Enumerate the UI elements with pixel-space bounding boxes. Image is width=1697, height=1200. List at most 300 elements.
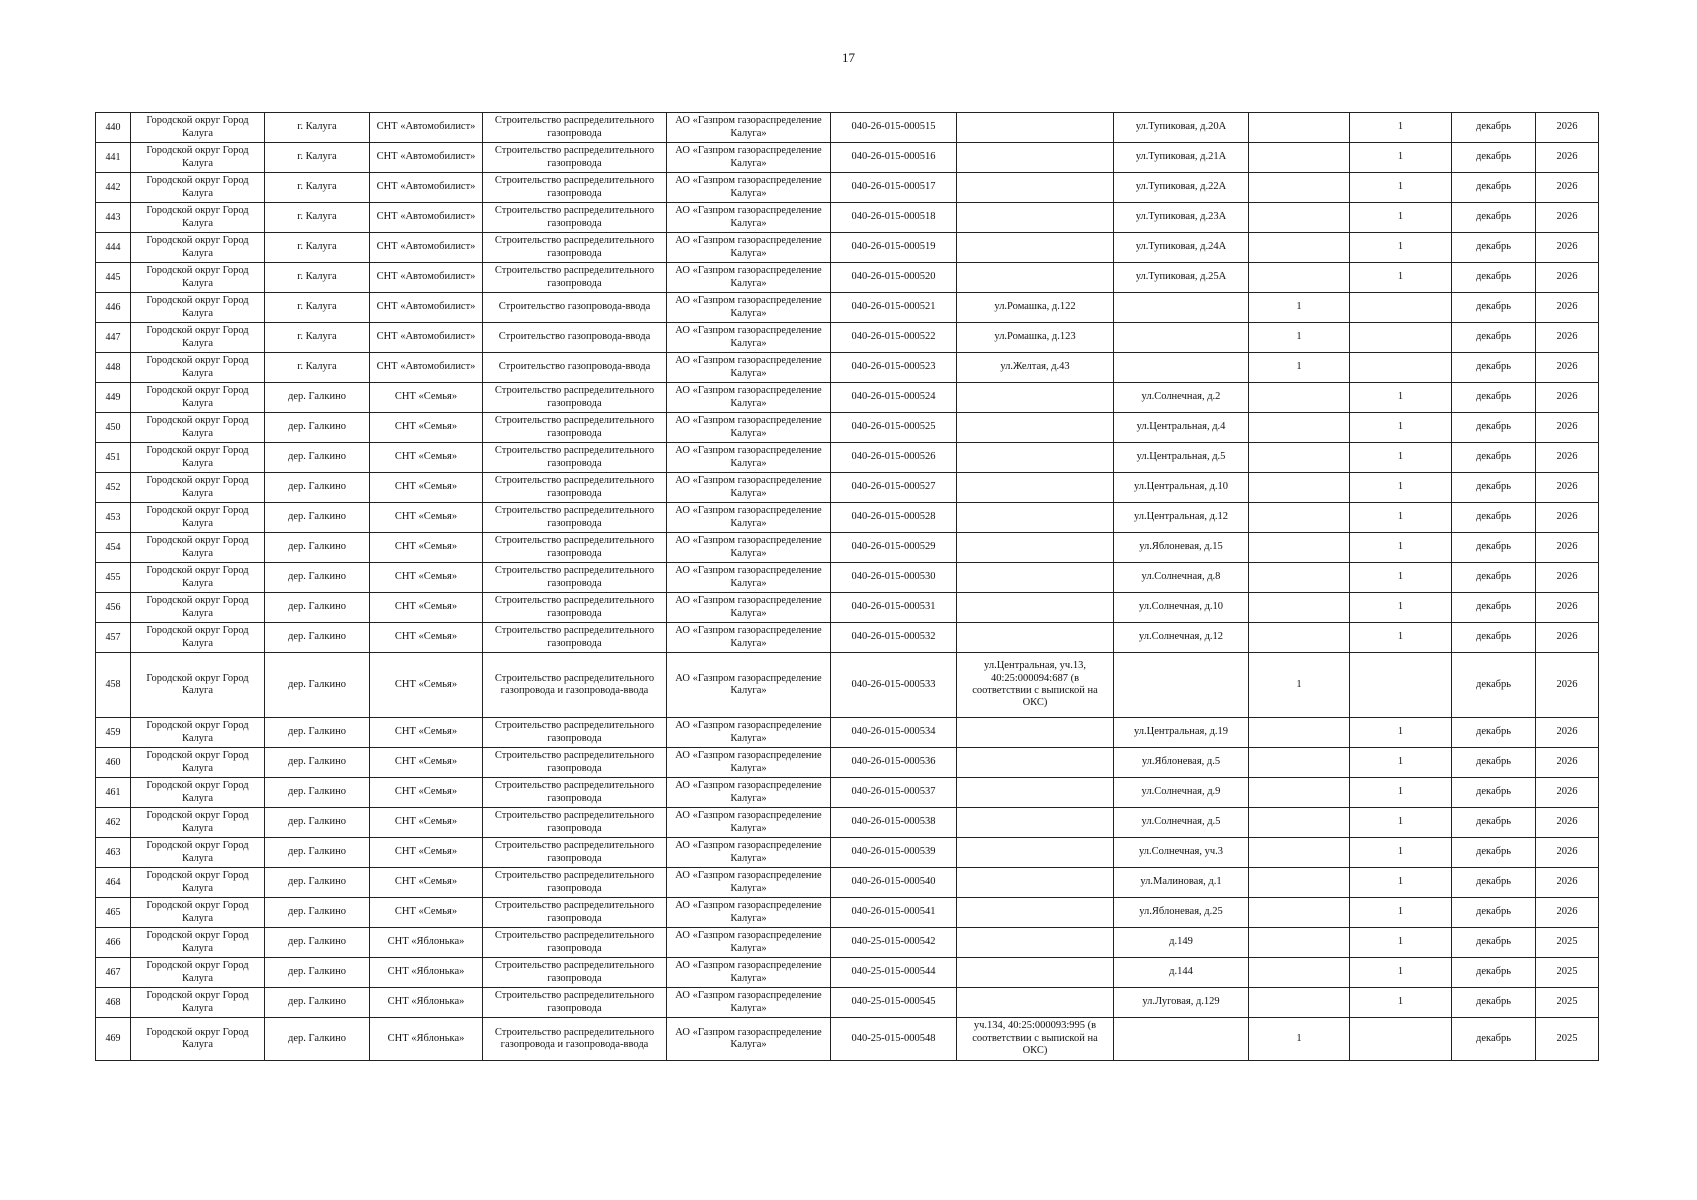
year-cell: 2026 [1536, 533, 1599, 563]
address-main-cell [1114, 293, 1249, 323]
address-main-cell: ул.Солнечная, д.10 [1114, 593, 1249, 623]
address-main-cell [1114, 323, 1249, 353]
quantity-main-cell: 1 [1350, 473, 1452, 503]
code-cell: 040-26-015-000541 [831, 898, 957, 928]
object-cell: СНТ «Яблонька» [370, 988, 483, 1018]
row-number: 464 [96, 868, 131, 898]
year-cell: 2026 [1536, 353, 1599, 383]
code-cell: 040-26-015-000530 [831, 563, 957, 593]
row-number: 448 [96, 353, 131, 383]
quantity-input-cell [1249, 593, 1350, 623]
table-row [96, 443, 1599, 473]
address-input-cell [957, 233, 1114, 263]
organization-cell: АО «Газпром газораспределение Калуга» [667, 173, 831, 203]
work-type-cell: Строительство распределительного газопровода [483, 988, 667, 1018]
locality-cell: дер. Галкино [265, 1018, 370, 1061]
work-type-cell: Строительство распределительного газопровода [483, 173, 667, 203]
data-table [95, 112, 1599, 1061]
locality-cell: дер. Галкино [265, 718, 370, 748]
quantity-input-cell [1249, 988, 1350, 1018]
district-cell: Городской округ Город Калуга [131, 958, 265, 988]
year-cell: 2026 [1536, 263, 1599, 293]
object-cell: СНТ «Автомобилист» [370, 353, 483, 383]
locality-cell: г. Калуга [265, 113, 370, 143]
table-row [96, 988, 1599, 1018]
quantity-input-cell: 1 [1249, 293, 1350, 323]
code-cell: 040-26-015-000523 [831, 353, 957, 383]
organization-cell: АО «Газпром газораспределение Калуга» [667, 443, 831, 473]
object-cell: СНТ «Семья» [370, 533, 483, 563]
code-cell: 040-26-015-000518 [831, 203, 957, 233]
year-cell: 2026 [1536, 473, 1599, 503]
organization-cell: АО «Газпром газораспределение Калуга» [667, 503, 831, 533]
address-input-cell: уч.134, 40:25:000093:995 (в соответствии с выпиской на ОКС) [957, 1018, 1114, 1061]
code-cell: 040-26-015-000525 [831, 413, 957, 443]
year-cell: 2025 [1536, 928, 1599, 958]
district-cell: Городской округ Город Калуга [131, 748, 265, 778]
address-input-cell [957, 623, 1114, 653]
object-cell: СНТ «Автомобилист» [370, 233, 483, 263]
work-type-cell: Строительство распределительного газопровода [483, 563, 667, 593]
month-cell: декабрь [1452, 988, 1536, 1018]
quantity-main-cell [1350, 653, 1452, 718]
quantity-input-cell [1249, 203, 1350, 233]
object-cell: СНТ «Семья» [370, 718, 483, 748]
year-cell: 2026 [1536, 143, 1599, 173]
organization-cell: АО «Газпром газораспределение Калуга» [667, 808, 831, 838]
month-cell: декабрь [1452, 778, 1536, 808]
quantity-input-cell [1249, 443, 1350, 473]
table-row [96, 563, 1599, 593]
address-input-cell [957, 718, 1114, 748]
year-cell: 2026 [1536, 653, 1599, 718]
organization-cell: АО «Газпром газораспределение Калуга» [667, 233, 831, 263]
address-main-cell: д.144 [1114, 958, 1249, 988]
year-cell: 2026 [1536, 233, 1599, 263]
address-input-cell: ул.Ромашка, д.123 [957, 323, 1114, 353]
district-cell: Городской округ Город Калуга [131, 113, 265, 143]
quantity-input-cell [1249, 563, 1350, 593]
quantity-input-cell [1249, 473, 1350, 503]
address-main-cell: ул.Солнечная, д.9 [1114, 778, 1249, 808]
row-number: 467 [96, 958, 131, 988]
quantity-input-cell [1249, 233, 1350, 263]
month-cell: декабрь [1452, 838, 1536, 868]
year-cell: 2026 [1536, 503, 1599, 533]
organization-cell: АО «Газпром газораспределение Калуга» [667, 323, 831, 353]
row-number: 463 [96, 838, 131, 868]
district-cell: Городской округ Город Калуга [131, 868, 265, 898]
organization-cell: АО «Газпром газораспределение Калуга» [667, 293, 831, 323]
district-cell: Городской округ Город Калуга [131, 293, 265, 323]
quantity-main-cell: 1 [1350, 233, 1452, 263]
address-input-cell [957, 778, 1114, 808]
table-row [96, 413, 1599, 443]
row-number: 459 [96, 718, 131, 748]
locality-cell: дер. Галкино [265, 748, 370, 778]
address-input-cell [957, 593, 1114, 623]
address-main-cell [1114, 653, 1249, 718]
quantity-main-cell: 1 [1350, 563, 1452, 593]
code-cell: 040-26-015-000517 [831, 173, 957, 203]
month-cell: декабрь [1452, 898, 1536, 928]
object-cell: СНТ «Автомобилист» [370, 323, 483, 353]
quantity-main-cell: 1 [1350, 928, 1452, 958]
work-type-cell: Строительство газопровода-ввода [483, 293, 667, 323]
quantity-main-cell: 1 [1350, 748, 1452, 778]
month-cell: декабрь [1452, 353, 1536, 383]
work-type-cell: Строительство распределительного газопровода [483, 778, 667, 808]
quantity-input-cell [1249, 868, 1350, 898]
table-row [96, 113, 1599, 143]
row-number: 457 [96, 623, 131, 653]
address-main-cell [1114, 353, 1249, 383]
locality-cell: дер. Галкино [265, 778, 370, 808]
row-number: 456 [96, 593, 131, 623]
district-cell: Городской округ Город Калуга [131, 413, 265, 443]
organization-cell: АО «Газпром газораспределение Калуга» [667, 1018, 831, 1061]
locality-cell: г. Калуга [265, 173, 370, 203]
code-cell: 040-26-015-000515 [831, 113, 957, 143]
address-input-cell [957, 473, 1114, 503]
year-cell: 2026 [1536, 113, 1599, 143]
address-input-cell [957, 443, 1114, 473]
quantity-input-cell [1249, 808, 1350, 838]
quantity-main-cell [1350, 323, 1452, 353]
table-row [96, 173, 1599, 203]
locality-cell: дер. Галкино [265, 593, 370, 623]
object-cell: СНТ «Семья» [370, 778, 483, 808]
work-type-cell: Строительство распределительного газопровода [483, 473, 667, 503]
object-cell: СНТ «Автомобилист» [370, 143, 483, 173]
address-input-cell [957, 958, 1114, 988]
address-main-cell: ул.Малиновая, д.1 [1114, 868, 1249, 898]
row-number: 452 [96, 473, 131, 503]
quantity-input-cell [1249, 778, 1350, 808]
year-cell: 2026 [1536, 323, 1599, 353]
work-type-cell: Строительство распределительного газопровода и газопровода-ввода [483, 1018, 667, 1061]
address-main-cell: ул.Тупиковая, д.20А [1114, 113, 1249, 143]
locality-cell: дер. Галкино [265, 653, 370, 718]
year-cell: 2026 [1536, 748, 1599, 778]
organization-cell: АО «Газпром газораспределение Калуга» [667, 958, 831, 988]
quantity-input-cell [1249, 958, 1350, 988]
table-row [96, 233, 1599, 263]
quantity-input-cell [1249, 503, 1350, 533]
address-main-cell: ул.Тупиковая, д.24А [1114, 233, 1249, 263]
locality-cell: дер. Галкино [265, 868, 370, 898]
object-cell: СНТ «Семья» [370, 383, 483, 413]
district-cell: Городской округ Город Калуга [131, 838, 265, 868]
address-input-cell [957, 263, 1114, 293]
code-cell: 040-26-015-000526 [831, 443, 957, 473]
quantity-input-cell [1249, 263, 1350, 293]
table-row [96, 533, 1599, 563]
code-cell: 040-26-015-000538 [831, 808, 957, 838]
row-number: 462 [96, 808, 131, 838]
address-main-cell: ул.Яблоневая, д.25 [1114, 898, 1249, 928]
code-cell: 040-26-015-000532 [831, 623, 957, 653]
row-number: 461 [96, 778, 131, 808]
table-row [96, 323, 1599, 353]
organization-cell: АО «Газпром газораспределение Калуга» [667, 988, 831, 1018]
district-cell: Городской округ Город Калуга [131, 533, 265, 563]
month-cell: декабрь [1452, 113, 1536, 143]
code-cell: 040-25-015-000544 [831, 958, 957, 988]
quantity-input-cell: 1 [1249, 653, 1350, 718]
code-cell: 040-26-015-000529 [831, 533, 957, 563]
year-cell: 2026 [1536, 443, 1599, 473]
month-cell: декабрь [1452, 623, 1536, 653]
table-row [96, 353, 1599, 383]
address-input-cell [957, 413, 1114, 443]
quantity-main-cell: 1 [1350, 898, 1452, 928]
table-row [96, 383, 1599, 413]
work-type-cell: Строительство распределительного газопровода [483, 928, 667, 958]
district-cell: Городской округ Город Калуга [131, 323, 265, 353]
district-cell: Городской округ Город Калуга [131, 143, 265, 173]
year-cell: 2026 [1536, 173, 1599, 203]
table-row [96, 203, 1599, 233]
quantity-input-cell [1249, 413, 1350, 443]
quantity-main-cell: 1 [1350, 593, 1452, 623]
locality-cell: г. Калуга [265, 233, 370, 263]
object-cell: СНТ «Автомобилист» [370, 173, 483, 203]
month-cell: декабрь [1452, 323, 1536, 353]
address-input-cell [957, 748, 1114, 778]
table-row [96, 718, 1599, 748]
row-number: 468 [96, 988, 131, 1018]
row-number: 446 [96, 293, 131, 323]
address-main-cell: ул.Солнечная, уч.3 [1114, 838, 1249, 868]
object-cell: СНТ «Автомобилист» [370, 293, 483, 323]
work-type-cell: Строительство распределительного газопровода [483, 533, 667, 563]
quantity-input-cell [1249, 143, 1350, 173]
row-number: 444 [96, 233, 131, 263]
address-input-cell [957, 173, 1114, 203]
object-cell: СНТ «Автомобилист» [370, 113, 483, 143]
code-cell: 040-26-015-000519 [831, 233, 957, 263]
object-cell: СНТ «Семья» [370, 653, 483, 718]
locality-cell: г. Калуга [265, 263, 370, 293]
year-cell: 2026 [1536, 293, 1599, 323]
month-cell: декабрь [1452, 263, 1536, 293]
object-cell: СНТ «Семья» [370, 473, 483, 503]
address-input-cell [957, 143, 1114, 173]
locality-cell: дер. Галкино [265, 958, 370, 988]
code-cell: 040-26-015-000531 [831, 593, 957, 623]
work-type-cell: Строительство распределительного газопровода [483, 623, 667, 653]
code-cell: 040-26-015-000537 [831, 778, 957, 808]
data-table-container [95, 112, 1598, 1061]
locality-cell: дер. Галкино [265, 413, 370, 443]
locality-cell: дер. Галкино [265, 808, 370, 838]
table-row [96, 808, 1599, 838]
address-main-cell: ул.Тупиковая, д.23А [1114, 203, 1249, 233]
year-cell: 2026 [1536, 413, 1599, 443]
row-number: 441 [96, 143, 131, 173]
work-type-cell: Строительство распределительного газопровода [483, 748, 667, 778]
locality-cell: дер. Галкино [265, 838, 370, 868]
quantity-input-cell [1249, 898, 1350, 928]
address-main-cell: ул.Солнечная, д.12 [1114, 623, 1249, 653]
month-cell: декабрь [1452, 233, 1536, 263]
object-cell: СНТ «Семья» [370, 623, 483, 653]
district-cell: Городской округ Город Калуга [131, 898, 265, 928]
month-cell: декабрь [1452, 928, 1536, 958]
quantity-input-cell [1249, 838, 1350, 868]
address-input-cell [957, 383, 1114, 413]
table-row [96, 143, 1599, 173]
organization-cell: АО «Газпром газораспределение Калуга» [667, 113, 831, 143]
address-main-cell: ул.Солнечная, д.2 [1114, 383, 1249, 413]
row-number: 443 [96, 203, 131, 233]
table-row [96, 593, 1599, 623]
code-cell: 040-26-015-000536 [831, 748, 957, 778]
code-cell: 040-26-015-000524 [831, 383, 957, 413]
quantity-main-cell: 1 [1350, 988, 1452, 1018]
locality-cell: дер. Галкино [265, 443, 370, 473]
district-cell: Городской округ Город Калуга [131, 653, 265, 718]
address-main-cell: ул.Тупиковая, д.22А [1114, 173, 1249, 203]
work-type-cell: Строительство распределительного газопровода [483, 383, 667, 413]
year-cell: 2026 [1536, 593, 1599, 623]
object-cell: СНТ «Семья» [370, 748, 483, 778]
organization-cell: АО «Газпром газораспределение Калуга» [667, 868, 831, 898]
code-cell: 040-26-015-000522 [831, 323, 957, 353]
locality-cell: дер. Галкино [265, 473, 370, 503]
month-cell: декабрь [1452, 593, 1536, 623]
month-cell: декабрь [1452, 293, 1536, 323]
organization-cell: АО «Газпром газораспределение Калуга» [667, 413, 831, 443]
year-cell: 2026 [1536, 203, 1599, 233]
address-main-cell: ул.Яблоневая, д.15 [1114, 533, 1249, 563]
district-cell: Городской округ Город Калуга [131, 233, 265, 263]
row-number: 454 [96, 533, 131, 563]
page-number: 17 [842, 50, 855, 65]
work-type-cell: Строительство распределительного газопровода [483, 593, 667, 623]
quantity-main-cell: 1 [1350, 173, 1452, 203]
organization-cell: АО «Газпром газораспределение Калуга» [667, 353, 831, 383]
table-row [96, 838, 1599, 868]
quantity-main-cell: 1 [1350, 778, 1452, 808]
locality-cell: дер. Галкино [265, 503, 370, 533]
code-cell: 040-26-015-000521 [831, 293, 957, 323]
district-cell: Городской округ Город Калуга [131, 203, 265, 233]
object-cell: СНТ «Семья» [370, 443, 483, 473]
organization-cell: АО «Газпром газораспределение Калуга» [667, 473, 831, 503]
table-row [96, 1018, 1599, 1061]
code-cell: 040-26-015-000527 [831, 473, 957, 503]
object-cell: СНТ «Яблонька» [370, 958, 483, 988]
address-main-cell: ул.Центральная, д.10 [1114, 473, 1249, 503]
address-main-cell: ул.Яблоневая, д.5 [1114, 748, 1249, 778]
address-input-cell [957, 203, 1114, 233]
table-row [96, 503, 1599, 533]
year-cell: 2026 [1536, 778, 1599, 808]
row-number: 451 [96, 443, 131, 473]
table-row [96, 623, 1599, 653]
row-number: 460 [96, 748, 131, 778]
organization-cell: АО «Газпром газораспределение Калуга» [667, 623, 831, 653]
month-cell: декабрь [1452, 383, 1536, 413]
address-main-cell: ул.Солнечная, д.5 [1114, 808, 1249, 838]
object-cell: СНТ «Семья» [370, 838, 483, 868]
quantity-main-cell: 1 [1350, 143, 1452, 173]
quantity-main-cell: 1 [1350, 263, 1452, 293]
district-cell: Городской округ Город Калуга [131, 623, 265, 653]
row-number: 466 [96, 928, 131, 958]
row-number: 455 [96, 563, 131, 593]
work-type-cell: Строительство распределительного газопровода [483, 443, 667, 473]
work-type-cell: Строительство распределительного газопровода [483, 838, 667, 868]
year-cell: 2025 [1536, 1018, 1599, 1061]
locality-cell: дер. Галкино [265, 928, 370, 958]
code-cell: 040-25-015-000542 [831, 928, 957, 958]
quantity-main-cell [1350, 293, 1452, 323]
quantity-main-cell: 1 [1350, 113, 1452, 143]
district-cell: Городской округ Город Калуга [131, 778, 265, 808]
work-type-cell: Строительство распределительного газопровода и газопровода-ввода [483, 653, 667, 718]
organization-cell: АО «Газпром газораспределение Калуга» [667, 838, 831, 868]
address-input-cell [957, 808, 1114, 838]
locality-cell: г. Калуга [265, 323, 370, 353]
table-row [96, 928, 1599, 958]
locality-cell: дер. Галкино [265, 988, 370, 1018]
month-cell: декабрь [1452, 718, 1536, 748]
locality-cell: дер. Галкино [265, 898, 370, 928]
address-input-cell [957, 503, 1114, 533]
quantity-main-cell: 1 [1350, 383, 1452, 413]
work-type-cell: Строительство распределительного газопровода [483, 868, 667, 898]
quantity-input-cell [1249, 173, 1350, 203]
table-row [96, 748, 1599, 778]
locality-cell: г. Калуга [265, 353, 370, 383]
address-main-cell [1114, 1018, 1249, 1061]
address-main-cell: ул.Тупиковая, д.21А [1114, 143, 1249, 173]
locality-cell: г. Калуга [265, 293, 370, 323]
month-cell: декабрь [1452, 173, 1536, 203]
object-cell: СНТ «Семья» [370, 503, 483, 533]
address-input-cell [957, 988, 1114, 1018]
row-number: 458 [96, 653, 131, 718]
organization-cell: АО «Газпром газораспределение Калуга» [667, 143, 831, 173]
address-main-cell: ул.Луговая, д.129 [1114, 988, 1249, 1018]
district-cell: Городской округ Город Калуга [131, 563, 265, 593]
month-cell: декабрь [1452, 413, 1536, 443]
year-cell: 2026 [1536, 898, 1599, 928]
quantity-main-cell: 1 [1350, 623, 1452, 653]
year-cell: 2026 [1536, 623, 1599, 653]
organization-cell: АО «Газпром газораспределение Калуга» [667, 653, 831, 718]
row-number: 469 [96, 1018, 131, 1061]
row-number: 450 [96, 413, 131, 443]
locality-cell: дер. Галкино [265, 623, 370, 653]
quantity-main-cell: 1 [1350, 958, 1452, 988]
address-main-cell: ул.Центральная, д.4 [1114, 413, 1249, 443]
code-cell: 040-26-015-000520 [831, 263, 957, 293]
year-cell: 2026 [1536, 563, 1599, 593]
district-cell: Городской округ Город Калуга [131, 173, 265, 203]
object-cell: СНТ «Семья» [370, 563, 483, 593]
table-row [96, 653, 1599, 718]
object-cell: СНТ «Семья» [370, 808, 483, 838]
row-number: 445 [96, 263, 131, 293]
code-cell: 040-25-015-000548 [831, 1018, 957, 1061]
object-cell: СНТ «Яблонька» [370, 1018, 483, 1061]
table-row [96, 898, 1599, 928]
locality-cell: г. Калуга [265, 203, 370, 233]
